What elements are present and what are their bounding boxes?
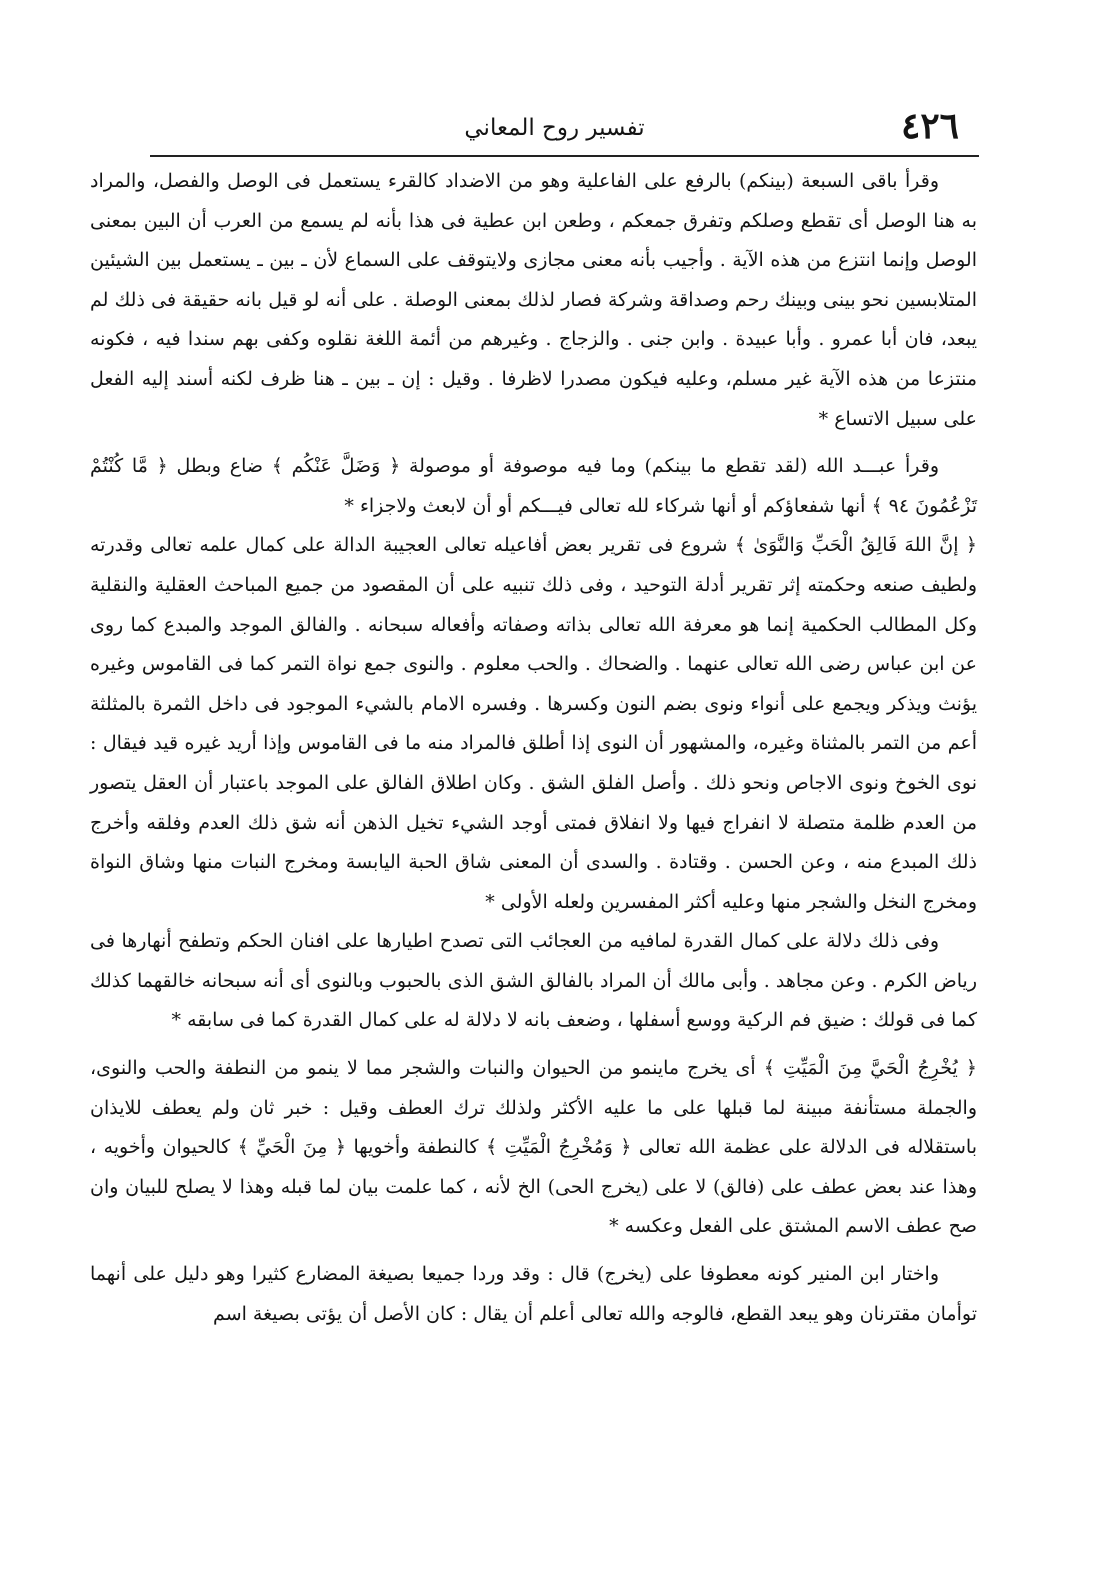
paragraph-2: وقرأ عبـــد الله (لقد تقطع ما بينكم) وما فيه موصوفة أو موصولة ﴿ وَضَلَّ عَنْكُم ﴾ ضاع وبطل ﴿ مَّا كُنْتُمْ تَزْعُمُونَ ٩٤ ﴾ أنها شفعاؤكم أو أنها شركاء لله تعالى فيـــكم أو أن لابعث ولاجزاء * (90, 455, 977, 517)
body-text (90, 162, 977, 1334)
paragraph-6: واختار ابن المنير كونه معطوفا على (يخرج) قال : وقد وردا جميعا بصيغة المضارع كثيرا وهو دليل على أنهما توأمان مقترنان وهو يبعد القطع، فالوجه والله تعالى أعلم أن يقال : كان الأصل أن يؤتى بصيغة اسم (90, 1263, 977, 1325)
paragraph-3: ﴿ إنَّ اللهَ فَالِقُ الْحَبِّ وَالنَّوَىٰ ﴾ شروع فى تقرير بعض أفاعيله تعالى العجيبة الدالة على كمال علمه تعالى وقدرته ولطيف صنعه وحكمته إثر تقرير أدلة التوحيد ، وفى ذلك تنبيه على أن المقصود من جميع المباحث العقلية والنقلية وكل المطالب الحكمية إنما هو معرفة الله تعالى بذاته وصفاته وأفعاله سبحانه . والفالق الموجد والمبدع كما روى عن ابن عباس رضى الله تعالى عنهما . والضحاك . والحب معلوم . والنوى جمع نواة التمر كما فى القاموس وغيره يؤنث ويذكر ويجمع على أنواء ونوى بضم النون وكسرها . وفسره الامام بالشيء الموجود فى داخل الثمرة بالمثلثة أعم من التمر بالمثناة وغيره، والمشهور أن النوى إذا أطلق فالمراد منه ما فى القاموس وإذا أريد غيره قيد فيقال : نوى الخوخ ونوى الاجاص ونحو ذلك . وأصل الفلق الشق . وكان اطلاق الفالق على الموجد باعتبار أن العقل يتصور من العدم ظلمة متصلة لا انفراج فيها ولا انفلاق فمتى أوجد الشيء تخيل الذهن أنه شق ذلك العدم وفلقه وأخرج ذلك المبدع منه ، وعن الحسن . وقتادة . والسدى أن المعنى شاق الحبة اليابسة ومخرج النبات منها وشاق النواة ومخرج النخل والشجر منها وعليه أكثر المفسرين ولعله الأولى * (90, 534, 977, 913)
paragraph-5: ﴿ يُخْرِجُ الْحَيَّ مِنَ الْمَيِّتِ ﴾ أى يخرج ماينمو من الحيوان والنبات والشجر مما لا ينمو من النطفة والحب والنوى، والجملة مستأنفة مبينة لما قبلها على ما عليه الأكثر ولذلك ترك العطف وقيل : خبر ثان ولم يعطف للايذان باستقلاله فى الدلالة على عظمة الله تعالى ﴿ وَمُخْرِجُ الْمَيِّتِ ﴾ كالنطفة وأخويها ﴿ مِنَ الْحَيِّ ﴾ كالحيوان وأخويه ، وهذا عند بعض عطف على (فالق) لا على (يخرج الحى) الخ لأنه ، كما علمت بيان لما قبله وهذا لا يصلح للبيان وان صح عطف الاسم المشتق على الفعل وعكسه * (90, 1057, 977, 1238)
page-header (150, 100, 959, 152)
header-rule (150, 155, 979, 157)
paragraph-4: وفى ذلك دلالة على كمال القدرة لمافيه من العجائب التى تصدح اطيارها على افنان الحكم وتطفح أنهارها فى رياض الكرم . وعن مجاهد . وأبى مالك أن المراد بالفالق الشق الذى بالحبوب وبالنوى أى أنه سبحانه خالقهما كذلك كما فى قولك : ضيق فم الركية ووسع أسفلها ، وضعف بانه لا دلالة له على كمال القدرة كما فى سابقه * (90, 930, 977, 1032)
paragraph-1: وقرأ باقى السبعة (بينكم) بالرفع على الفاعلية وهو من الاضداد كالقرء يستعمل فى الوصل والفصل، والمراد به هنا الوصل أى تقطع وصلكم وتفرق جمعكم ، وطعن ابن عطية فى هذا بأنه لم يسمع من العرب أن البين بمعنى الوصل وإنما انتزع من هذه الآية . وأجيب بأنه معنى مجازى ولايتوقف على السماع لأن ـ بين ـ يستعمل بين الشيئين المتلابسين نحو بينى وبينك رحم وصداقة وشركة فصار لذلك بمعنى الوصلة . على أنه لو قيل بانه حقيقة فى ذلك لم يبعد، فان أبا عمرو . وأبا عبيدة . وابن جنى . والزجاج . وغيرهم من أئمة اللغة نقلوه وكفى بهم سندا فيه ، فكونه منتزعا من هذه الآية غير مسلم، وعليه فيكون مصدرا لاظرفا . وقيل : إن ـ بين ـ هنا ظرف لكنه أسند إليه الفعل على سبيل الاتساع * (90, 170, 977, 430)
running-title: تفسير روح المعاني (464, 115, 645, 141)
page-number: ٤٢٦ (900, 105, 959, 147)
